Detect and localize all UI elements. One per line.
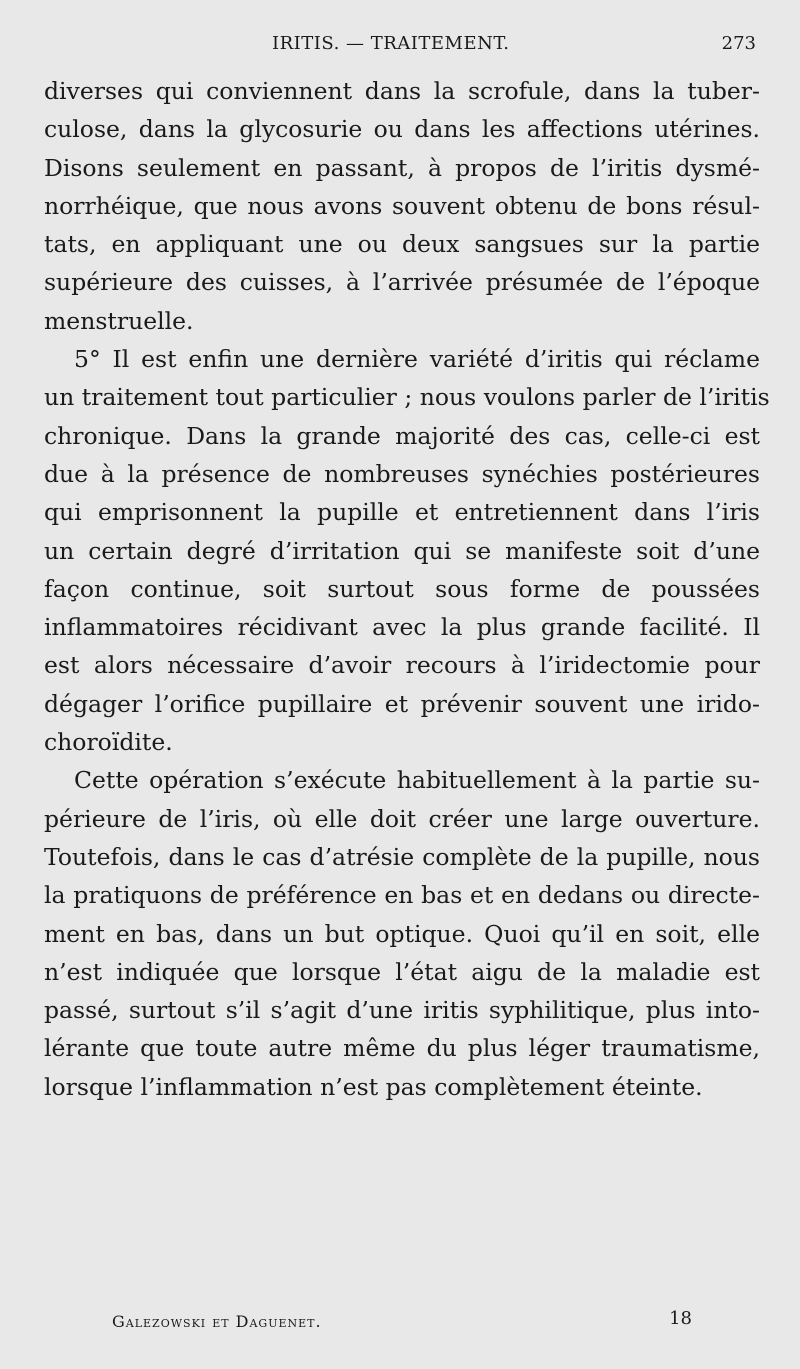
- body-text: [44, 72, 770, 1106]
- text-line: tats, en appliquant une ou deux sangsues sur la partie: [44, 230, 760, 259]
- text-line: dégager l’orifice pupillaire et prévenir souvent une irido-: [44, 689, 760, 718]
- text-line: périeure de l’iris, où elle doit créer une large ouverture.: [44, 804, 760, 833]
- text-line: norrhéique, que nous avons souvent obtenu de bons résul-: [44, 191, 760, 220]
- text-line: culose, dans la glycosurie ou dans les affections utérines.: [44, 115, 760, 144]
- page-header: [44, 30, 756, 60]
- text-line: un certain degré d’irritation qui se manifeste soit d’une: [44, 536, 760, 565]
- page-footer: [112, 1308, 692, 1338]
- text-line: due à la présence de nombreuses synéchies postérieures: [44, 459, 760, 488]
- text-line: la pratiquons de préférence en bas et en dedans ou directe-: [44, 881, 760, 910]
- text-line: Cette opération s’exécute habituellement à la partie su-: [74, 766, 760, 795]
- text-line: façon continue, soit surtout sous forme de poussées: [44, 574, 760, 603]
- text-line: lérante que toute autre même du plus léger traumatisme,: [44, 1034, 760, 1063]
- text-line: 5° Il est enfin une dernière variété d’iritis qui réclame: [74, 345, 760, 374]
- text-line: ment en bas, dans un but optique. Quoi qu’il en soit, elle: [44, 919, 760, 948]
- text-line: supérieure des cuisses, à l’arrivée présumée de l’époque: [44, 268, 760, 297]
- sheet-number: 18: [669, 1308, 692, 1329]
- text-line: est alors nécessaire d’avoir recours à l’iridectomie pour: [44, 651, 760, 680]
- text-line: inflammatoires récidivant avec la plus grande facilité. Il: [44, 613, 760, 642]
- text-line: diverses qui conviennent dans la scrofule, dans la tuber-: [44, 77, 760, 105]
- page-number: 273: [721, 33, 756, 54]
- text-line: menstruelle.: [44, 306, 194, 335]
- text-line: qui emprisonnent la pupille et entretiennent dans l’iris: [44, 498, 760, 527]
- signature-mark: Galezowski et Daguenet.: [112, 1312, 322, 1331]
- text-line: passé, surtout s’il s’agit d’une iritis syphilitique, plus into-: [44, 996, 760, 1025]
- text-line: un traitement tout particulier ; nous voulons parler de l’iritis: [44, 383, 770, 412]
- text-line: n’est indiquée que lorsque l’état aigu de la maladie est: [44, 957, 760, 986]
- text-line: lorsque l’inflammation n’est pas complètement éteinte.: [44, 1072, 703, 1101]
- text-line: Toutefois, dans le cas d’atrésie complète de la pupille, nous: [44, 842, 760, 871]
- running-title: IRITIS. — TRAITEMENT.: [272, 33, 510, 54]
- text-line: Disons seulement en passant, à propos de l’iritis dysmé-: [44, 153, 760, 182]
- text-line: choroïdite.: [44, 728, 173, 757]
- text-line: chronique. Dans la grande majorité des cas, celle-ci est: [44, 421, 760, 450]
